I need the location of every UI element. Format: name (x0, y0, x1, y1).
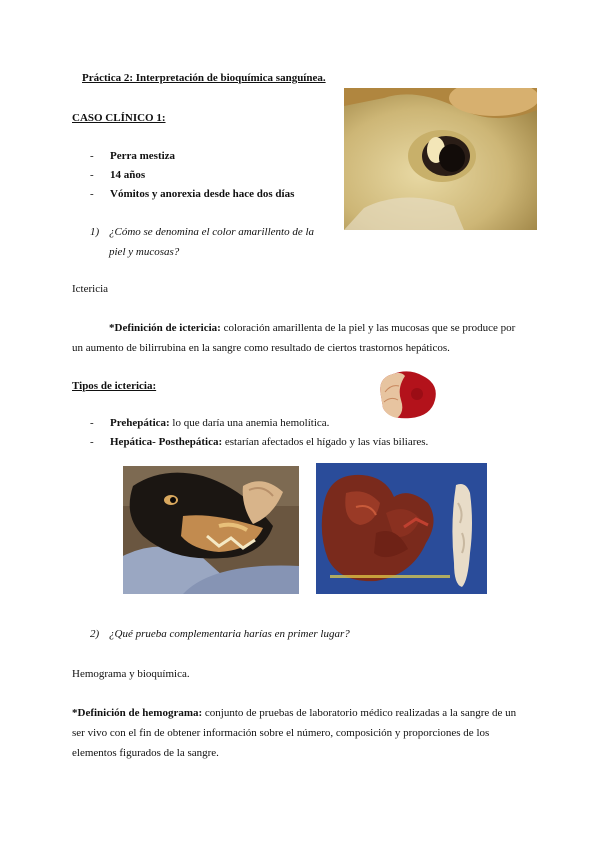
tipo-item: - Prehepática: lo que daría una anemia hemolítica. (90, 417, 330, 429)
question-2-text: ¿Qué prueba complementaria harías en primer lugar? (109, 628, 350, 640)
definition-ictericia-line2: un aumento de bilirrubina en la sangre como resultado de ciertos trastornos hepáticos. (72, 342, 450, 354)
patient-item: - Perra mestiza (90, 150, 176, 162)
jaundiced-eye-photo (344, 88, 537, 230)
question-1: 1) ¿Cómo se denomina el color amarillento de la piel y mucosas? (90, 222, 330, 262)
eye-photo-graphic (344, 88, 537, 230)
tipos-heading: Tipos de ictericia: (72, 380, 157, 392)
icteric-dog-photo (123, 466, 299, 594)
tipo-item: - Hepática- Posthepática: estarían afectados el hígado y las vías biliares. (90, 436, 429, 448)
definition-hemograma-line2: ser vivo con el fin de obtener información sobre el número, composición y proporciones de los (72, 727, 490, 739)
question-2: 2) ¿Qué prueba complementaria harías en primer lugar? (90, 624, 390, 644)
patient-item: - 14 años (90, 169, 146, 181)
question-1-line2: piel y mucosas? (109, 246, 180, 258)
dog-photo-graphic (123, 466, 299, 594)
hemolysis-organ-photo (371, 366, 443, 424)
question-1-line1: ¿Cómo se denomina el color amarillento de la (109, 226, 315, 238)
organ-graphic (371, 366, 443, 424)
liver-biliary-photo (316, 463, 487, 594)
definition-hemograma-line3: elementos figurados de la sangre. (72, 747, 219, 759)
answer-1: Ictericia (72, 283, 109, 295)
definition-ictericia (72, 318, 522, 358)
page-title: Práctica 2: Interpretación de bioquímica sanguínea. (82, 72, 326, 84)
definition-hemograma (72, 703, 522, 763)
definition-hemograma-line1: *Definición de hemograma: conjunto de pruebas de laboratorio médico realizadas a la sangre de un (72, 707, 517, 719)
case-heading: CASO CLÍNICO 1: (72, 112, 166, 124)
answer-2: Hemograma y bioquímica. (72, 668, 190, 680)
liver-photo-graphic (316, 463, 487, 594)
definition-ictericia-line1: *Definición de ictericia: coloración amarillenta de la piel y las mucosas que se produce por (109, 322, 516, 334)
patient-item: - Vómitos y anorexia desde hace dos días (90, 188, 295, 200)
